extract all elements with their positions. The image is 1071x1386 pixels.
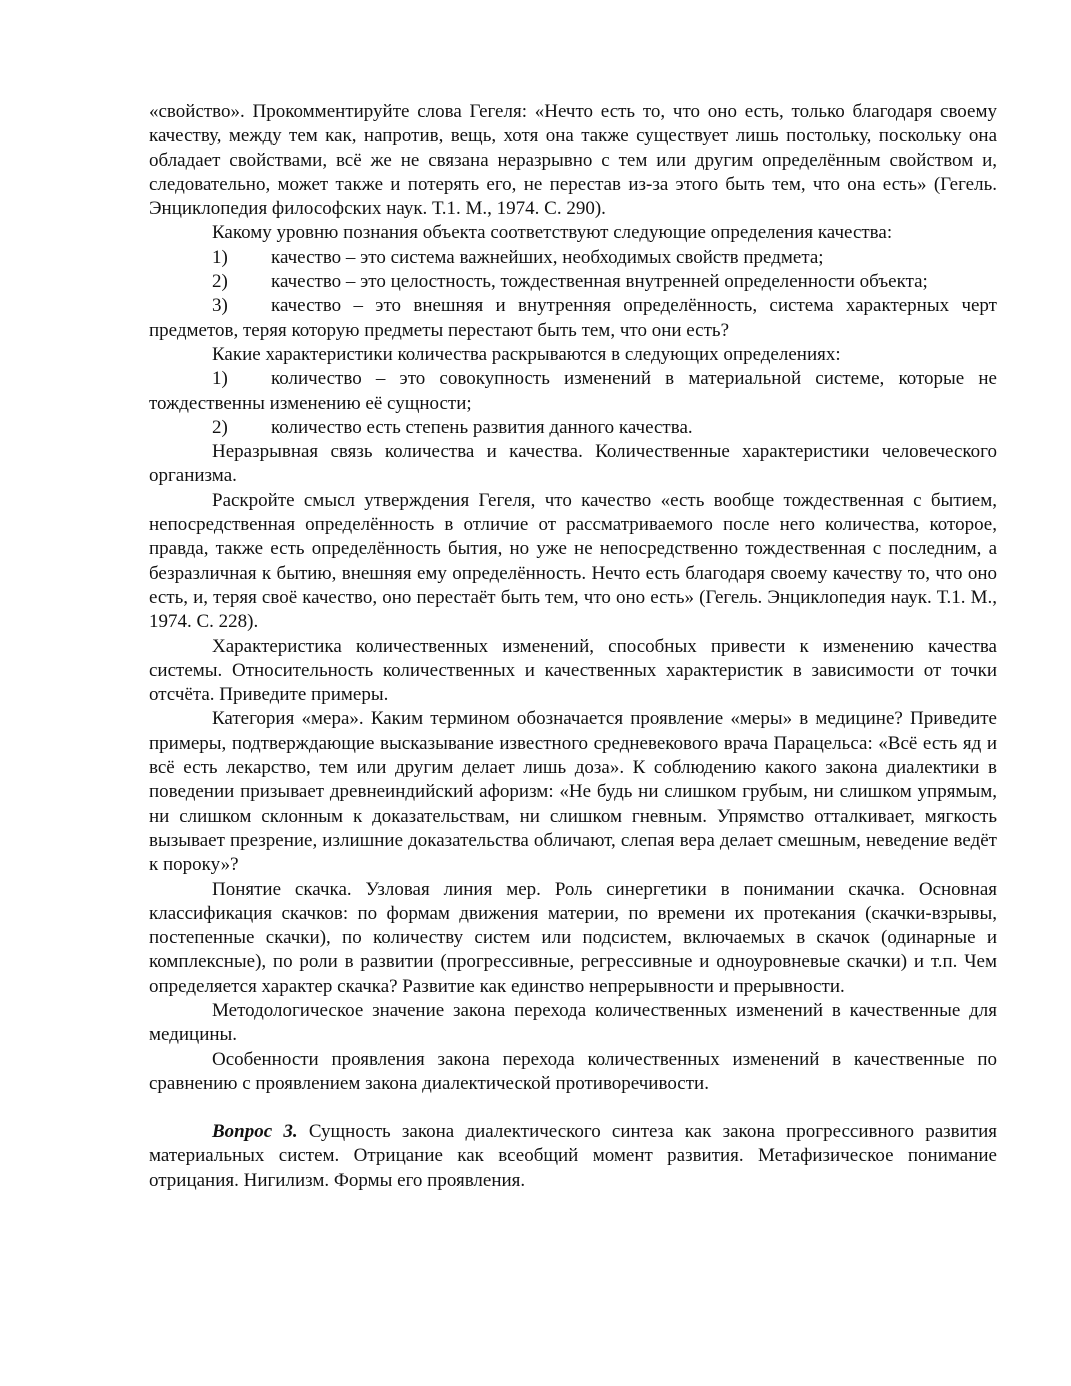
list-item-number: 1): [212, 246, 228, 268]
paragraph-hegel-quality-statement: Раскройте смысл утверждения Гегеля, что качество «есть вообще тождественная с бытием, непосредственная определённость в отличие от рассматриваемого после него количества, которое, правда, также есть определённость бытия, но уже не непосредственно тождественная с последним, а безразличная к бытию, внешняя ему определённость. Нечто есть благодаря своему качеству то, что оно есть, и, теряя своё качество, оно перестаёт быть тем, что оно есть» (Гегель. Энциклопедия наук. Т.1. М., 1974. С. 228).: [149, 489, 997, 633]
question-3-label: Вопрос 3.: [212, 1121, 298, 1143]
paragraph-law-features: Особенности проявления закона перехода количественных изменений в качественные по сравнению с проявлением закона диалектической противоречивости.: [149, 1048, 997, 1094]
paragraph-quantitative-changes: Характеристика количественных изменений, способных привести к изменению качества системы. Относительность количественных и качественных характеристик в зависимости от точки отсчёта. Приведите примеры.: [149, 635, 997, 706]
paragraph-measure-category: Категория «мера». Каким термином обозначается проявление «меры» в медицине? Приведите примеры, подтверждающие высказывание известного средневекового врача Парацельса: «Всё есть яд и всё есть лекарство, тем или другим делает лишь доза». К соблюдению какого закона диалектики в поведении призывает древнеиндийский афоризм: «Не будь ни слишком грубым, ни слишком упрямым, ни слишком склонным к доказательствам, ни слишком гневным. Упрямство отталкивает, мягкость вызывает презрение, излишние доказательства обличают, слепая вера делает смешным, неведение ведёт к пороку»?: [149, 708, 997, 876]
paragraph-leap-concept: Понятие скачка. Узловая линия мер. Роль синергетики в понимании скачка. Основная классификация скачков: по формам движения материи, по времени их протекания (скачки-взрывы, постепенные скачки), по количеству систем или подсистем, включаемых в скачок (одинарные и комплексные), по роли в развитии (прогрессивные, регрессивные и одноуровневые скачки) и т.п. Чем определяется характер скачка? Развитие как единство непрерывности и прерывности.: [149, 878, 997, 997]
paragraph-quantity-quality-link: Неразрывная связь количества и качества. Количественные характеристики человеческого организма.: [149, 441, 997, 487]
list-item: [149, 294, 997, 343]
list-item-text: качество – это целостность, тождественная внутренней определенности объекта;: [271, 271, 928, 293]
paragraph-hegel-quote-continuation: «свойство». Прокомментируйте слова Гегеля: «Нечто есть то, что оно есть, только благодаря своему качеству, между тем как, напротив, вещь, хотя она также существует лишь постольку, поскольку она обладает свойствами, всё же не связана неразрывно с тем или другим определённым свойством и, следовательно, может также и потерять его, не перестав из-за этого быть тем, что она есть» (Гегель. Энциклопедия философских наук. Т.1. М., 1974. С. 290).: [149, 101, 997, 220]
paragraph-quantity-question: Какие характеристики количества раскрываются в следующих определениях:: [212, 343, 841, 365]
list-item-text: качество – это внешняя и внутренняя определённость, система характерных черт предметов, теряя которую предметы перестают быть тем, что они есть?: [149, 295, 997, 341]
paragraph-quality-levels-question: Какому уровню познания объекта соответствуют следующие определения качества:: [212, 222, 893, 244]
list-item: [149, 367, 997, 416]
list-item: [149, 270, 997, 294]
question-3-paragraph: [149, 1120, 997, 1193]
list-item-text: качество – это система важнейших, необходимых свойств предмета;: [271, 246, 824, 268]
list-item-number: 2): [212, 271, 228, 293]
question-3-text: Сущность закона диалектического синтеза как закона прогрессивного развития материальных систем. Отрицание как всеобщий момент развития. Метафизическое понимание отрицания. Нигилизм. Формы его проявления.: [149, 1121, 997, 1191]
paragraph-methodological-significance: Методологическое значение закона перехода количественных изменений в качественные для медицины.: [149, 999, 997, 1046]
list-item-number: 3): [212, 295, 228, 317]
list-item: [149, 246, 997, 270]
list-item: [149, 416, 997, 440]
section-spacer: [149, 1096, 997, 1120]
list-item-text: количество есть степень развития данного качества.: [271, 416, 693, 438]
document-page: [149, 100, 997, 1193]
list-item-number: 2): [212, 416, 228, 438]
list-item-text: количество – это совокупность изменений в материальной системе, которые не тождественны изменению её сущности;: [149, 368, 997, 414]
list-item-number: 1): [212, 368, 228, 390]
